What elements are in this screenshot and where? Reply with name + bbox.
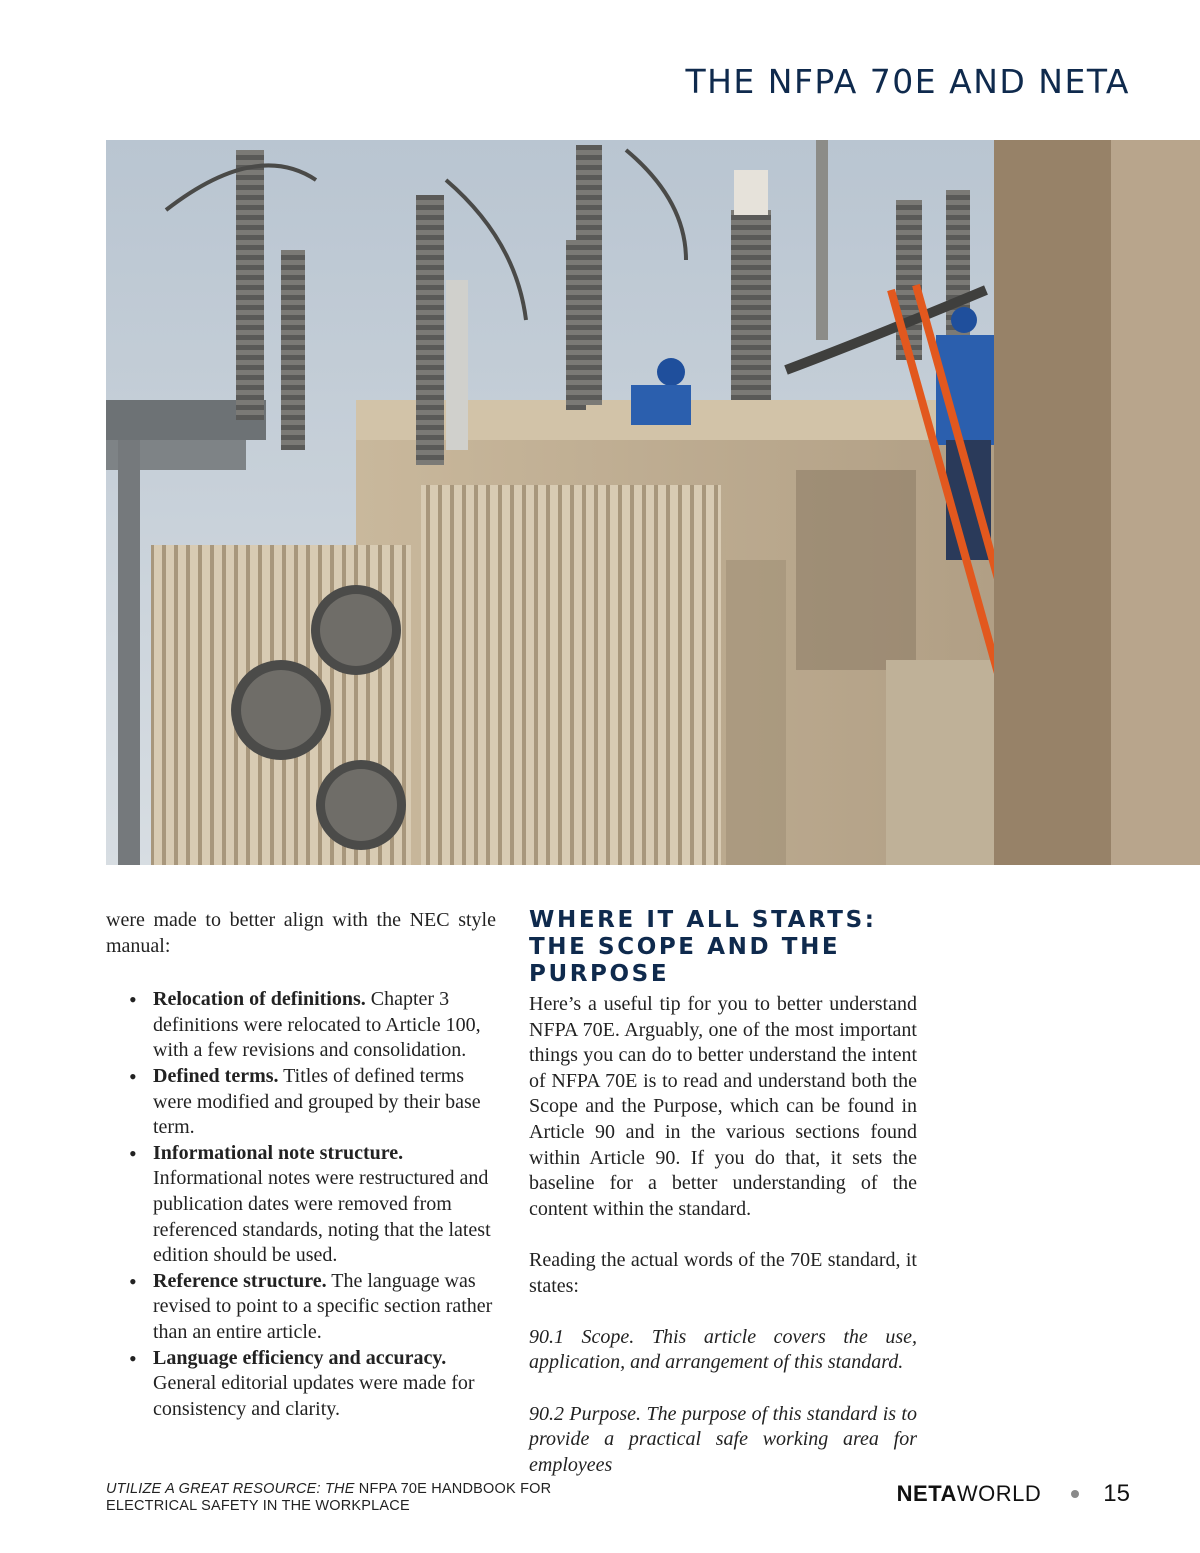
footer-title-rest: NFPA 70E HANDBOOK FOR ELECTRICAL SAFETY IN THE WORKPLACE [106,1481,552,1514]
bullet-text: Chapter 3 definitions were relocated to Article 100, with a few revisions and consolidation. [153,988,481,1062]
body-paragraph: Reading the actual words of the 70E standard, it states: [529,1248,917,1297]
bullet-term: Relocation of definitions. [153,988,366,1011]
bullet-term: Defined terms. [153,1064,279,1087]
list-item [153,1346,496,1423]
brand-neta: NETA [896,1481,957,1506]
section-heading: WHERE IT ALL STARTS: THE SCOPE AND THE PURPOSE [529,907,877,987]
bullet-text: Titles of defined terms were modified and grouped by their base term. [153,1064,481,1139]
body-paragraph: Here’s a useful tip for you to better understand NFPA 70E. Arguably, one of the most important things you can do to better understand the intent of NFPA 70E is to read and understand both the Scope and the Purpose, which can be found in Article 90 and in the various sections found within Article 90. If you do that, it sets the baseline for a better understanding of the content within the standard. [529,993,917,1220]
list-item [153,987,496,1064]
footer-title-italic: UTILIZE A GREAT RESOURCE: THE [106,1481,355,1497]
running-head-title: THE NFPA 70E AND NETA [685,62,1130,101]
separator-dot [1071,1490,1079,1498]
brand-world: WORLD [956,1481,1042,1506]
bullet-term: Informational note structure. [153,1141,404,1164]
bullet-text: Informational notes were restructured and publication dates were removed from referenced standards, noting that the latest edition should be used. [153,1167,491,1267]
list-item [153,1141,496,1269]
bullet-text: General editorial updates were made for consistency and clarity. [153,1372,475,1420]
bullet-term: Language efficiency and accuracy. [153,1346,447,1369]
intro-paragraph: were made to better align with the NEC style manual: [106,909,496,957]
page-number: 15 [1103,1480,1130,1507]
scope-quote: 90.1 Scope. This article covers the use, application, and arrangement of this standard. [529,1325,917,1374]
bullet-term: Reference structure. [153,1269,327,1292]
footer-article-title [106,1481,626,1515]
list-item [153,1064,496,1141]
substation-transformer-photo [106,140,1200,865]
left-column [106,908,496,1422]
changes-list [106,987,496,1422]
footer-brand [897,1480,1130,1508]
purpose-quote: 90.2 Purpose. The purpose of this standard is to provide a practical safe working area for employees [529,1402,917,1476]
bullet-text: The language was revised to point to a specific section rather than an entire article. [153,1269,493,1343]
right-column [529,907,917,1504]
list-item [153,1269,496,1346]
photo-illustration [106,140,1200,865]
